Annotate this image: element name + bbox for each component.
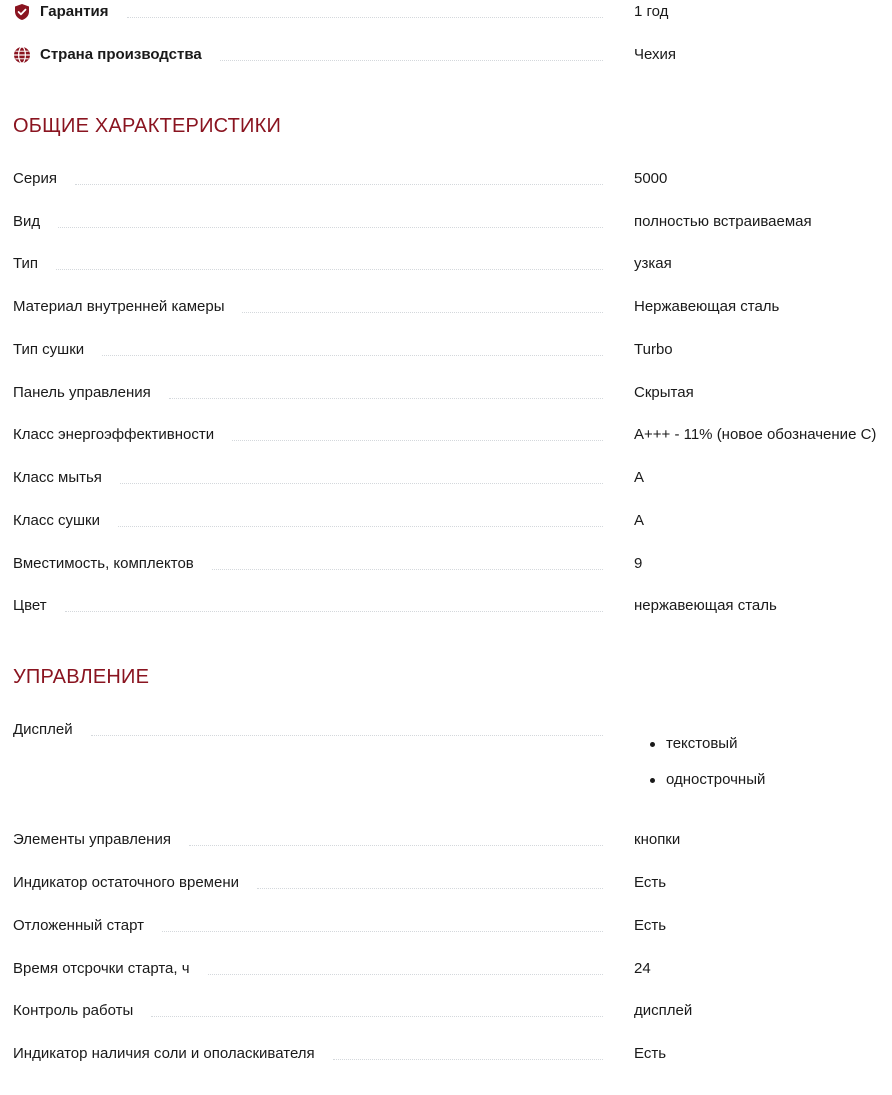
dotted-leader [58, 226, 603, 228]
spec-label: Класс мытья [13, 469, 102, 486]
spec-label: Отложенный старт [13, 917, 145, 934]
spec-value: A+++ - 11% (новое обозначение C) [634, 426, 877, 443]
spec-row [13, 1044, 892, 1068]
spec-row-country [13, 45, 892, 69]
spec-value: 1 год [634, 3, 669, 20]
spec-value: Turbo [634, 341, 673, 358]
shield-check-icon [13, 3, 31, 21]
spec-label: Страна производства [40, 46, 202, 63]
dotted-leader [333, 1058, 603, 1060]
spec-label: Серия [13, 170, 58, 187]
dotted-leader [102, 354, 603, 356]
dotted-leader [169, 397, 603, 399]
spec-value: дисплей [634, 1002, 693, 1019]
section-title-control: УПРАВЛЕНИЕ [13, 666, 150, 688]
spec-value: нержавеющая сталь [634, 597, 777, 614]
spec-value: 24 [634, 960, 651, 977]
spec-value: узкая [634, 255, 672, 272]
list-item: текстовый [621, 734, 765, 770]
list-item: однострочный [621, 770, 765, 806]
spec-value: Есть [634, 1045, 667, 1062]
spec-value: 9 [634, 555, 643, 572]
spec-row-warranty [13, 2, 892, 26]
spec-label: Панель управления [13, 384, 151, 401]
spec-label: Материал внутренней камеры [13, 298, 225, 315]
dotted-leader [65, 610, 603, 612]
dotted-leader [120, 482, 603, 484]
spec-row [13, 830, 892, 854]
spec-label: Время отсрочки старта, ч [13, 960, 190, 977]
spec-row [13, 254, 892, 278]
spec-label: Класс сушки [13, 512, 100, 529]
dotted-leader [242, 311, 603, 313]
spec-label: Класс энергоэффективности [13, 426, 215, 443]
dotted-leader [162, 930, 603, 932]
dotted-leader [212, 568, 603, 570]
spec-label: Гарантия [40, 3, 109, 20]
spec-row [13, 383, 892, 407]
spec-row [13, 916, 892, 940]
dotted-leader [257, 887, 603, 889]
spec-label: Элементы управления [13, 831, 171, 848]
spec-row [13, 425, 892, 449]
spec-row [13, 596, 892, 620]
spec-row [13, 297, 892, 321]
spec-value: A [634, 512, 645, 529]
spec-label: Вместимость, комплектов [13, 555, 194, 572]
spec-value: Есть [634, 874, 667, 891]
dotted-leader [220, 59, 603, 61]
spec-label: Индикатор остаточного времени [13, 874, 239, 891]
spec-row [13, 511, 892, 535]
spec-label: Вид [13, 213, 41, 230]
spec-row [13, 554, 892, 578]
dotted-leader [127, 16, 603, 18]
dotted-leader [189, 844, 603, 846]
spec-value: Есть [634, 917, 667, 934]
dotted-leader [118, 525, 603, 527]
spec-row [13, 873, 892, 897]
spec-value: кнопки [634, 831, 681, 848]
spec-row [13, 468, 892, 492]
globe-icon [13, 46, 31, 64]
spec-row [13, 1001, 892, 1025]
spec-label: Цвет [13, 597, 47, 614]
display-values-list [621, 734, 765, 806]
dotted-leader [208, 973, 603, 975]
spec-value: A [634, 469, 645, 486]
spec-label: Тип [13, 255, 39, 272]
dotted-leader [56, 268, 603, 270]
section-title-general: ОБЩИЕ ХАРАКТЕРИСТИКИ [13, 115, 282, 137]
spec-value: Скрытая [634, 384, 694, 401]
dotted-leader [91, 734, 603, 736]
spec-label: Индикатор наличия соли и ополаскивателя [13, 1045, 315, 1062]
dotted-leader [151, 1015, 603, 1017]
spec-row [13, 169, 892, 193]
spec-row [13, 212, 892, 236]
spec-row [13, 959, 892, 983]
dotted-leader [75, 183, 603, 185]
spec-row [13, 340, 892, 364]
spec-value: Нержавеющая сталь [634, 298, 780, 315]
spec-label: Контроль работы [13, 1002, 134, 1019]
spec-label: Тип сушки [13, 341, 85, 358]
spec-label: Дисплей [13, 721, 73, 738]
spec-value: 5000 [634, 170, 668, 187]
spec-value: Чехия [634, 46, 677, 63]
spec-value: полностью встраиваемая [634, 213, 812, 230]
dotted-leader [232, 439, 603, 441]
